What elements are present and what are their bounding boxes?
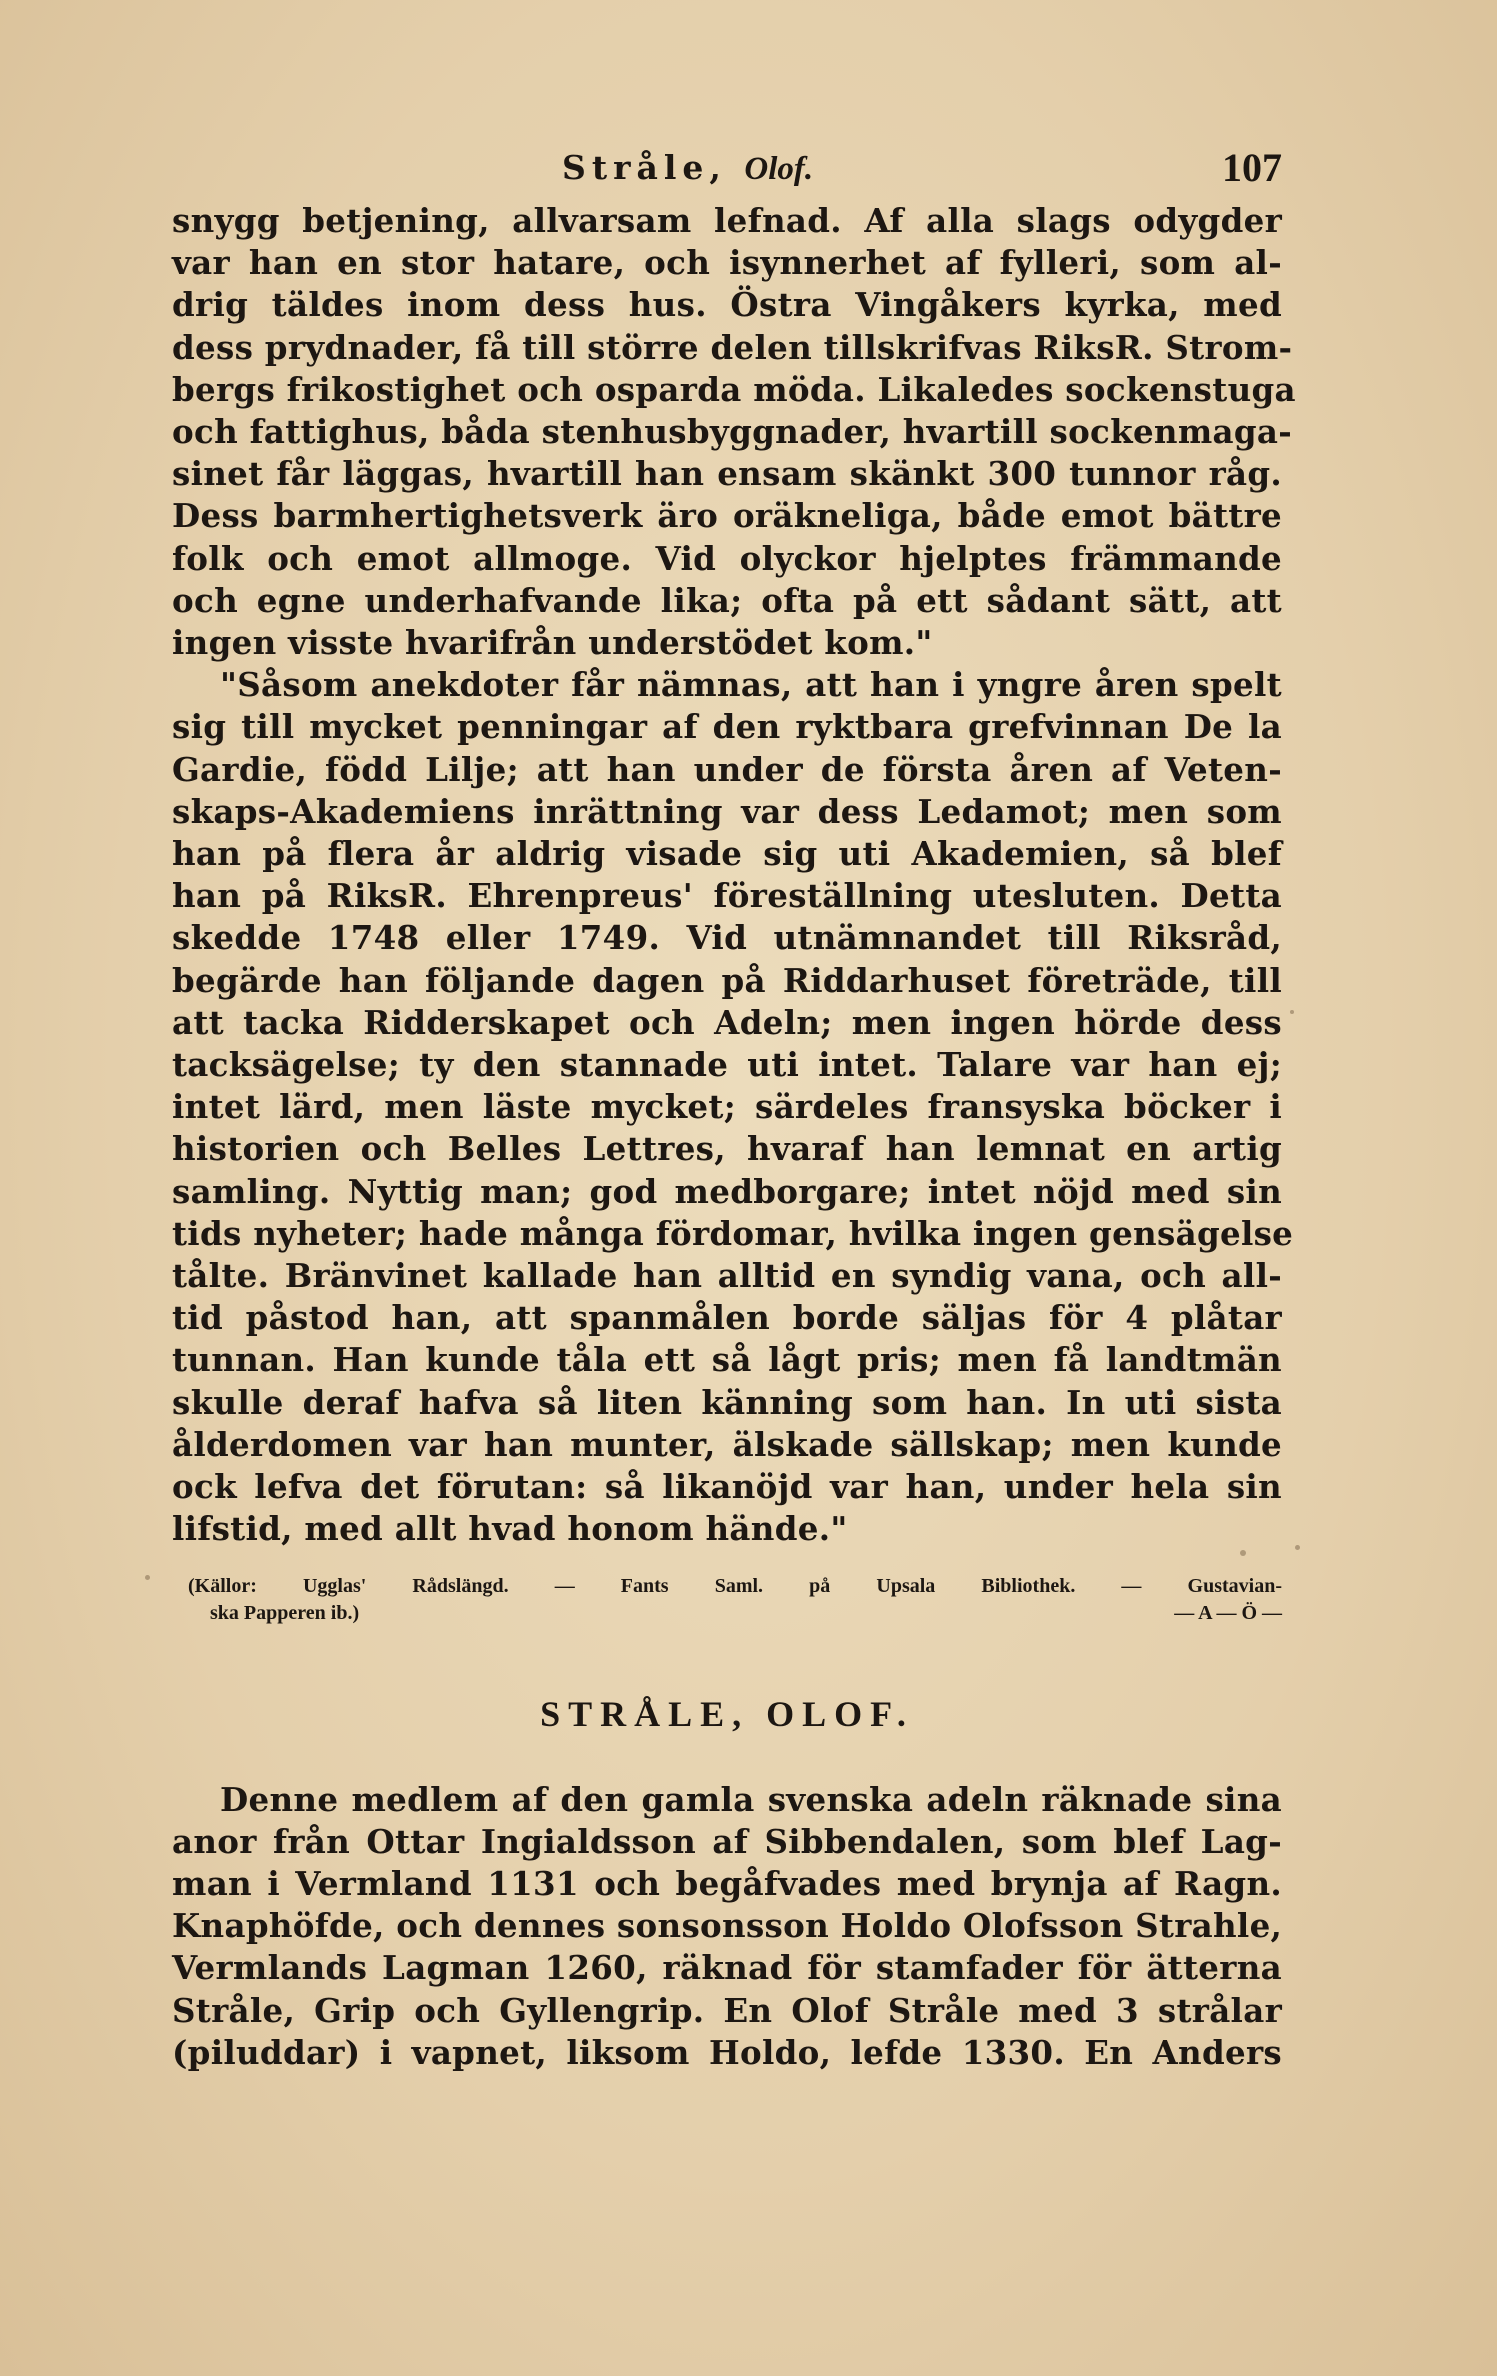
- paper-speck: [145, 1575, 150, 1580]
- text-line: (piluddar) i vapnet, liksom Holdo, lefde 1330. En Anders: [172, 2032, 1282, 2072]
- paragraph-new-entry: [172, 1779, 1282, 2074]
- text-line: Dess barmhertighetsverk äro oräkneliga, både emot bättre: [172, 496, 1282, 536]
- text-line: Gardie, född Lilje; att han under de första åren af Veten-: [172, 749, 1282, 789]
- running-head: [172, 130, 1282, 200]
- text-line: och fattighus, båda stenhusbyggnader, hvartill sockenmaga-: [172, 412, 1293, 452]
- text-line: "Såsom anekdoter får nämnas, att han i yngre åren spelt: [220, 665, 1282, 705]
- text-line: begärde han följande dagen på Riddarhuset företräde, till: [172, 960, 1282, 1000]
- sources-note: [172, 1573, 1282, 1627]
- text-line: tids nyheter; hade många fördomar, hvilka ingen gensägelse: [172, 1213, 1294, 1253]
- paragraph-continuation: [172, 200, 1296, 664]
- text-line: tacksägelse; ty den stannade uti intet. Talare var han ej;: [172, 1045, 1282, 1085]
- paragraph-anecdotes: [172, 664, 1294, 1550]
- running-head-name: Olof.: [744, 151, 814, 187]
- text-line: han på flera år aldrig visade sig uti Akademien, så blef: [172, 834, 1282, 874]
- paper-speck: [1295, 1545, 1300, 1550]
- text-line: skulle deraf hafva så liten känning som han. In uti sista: [172, 1382, 1282, 1422]
- sources-line: (Källor: Ugglas' Rådslängd. — Fants Saml. på Upsala Bibliothek. — Gustavian-: [188, 1574, 1282, 1597]
- sources-last-row: [172, 1600, 1282, 1627]
- text-line: ock lefva det förutan: så likanöjd var han, under hela sin: [172, 1467, 1282, 1507]
- text-line: Stråle, Grip och Gyllengrip. En Olof Stråle med 3 strålar: [172, 1990, 1282, 2030]
- running-head-caps: Stråle,: [562, 148, 727, 187]
- text-line: tålte. Bränvinet kallade han alltid en syndig vana, och all-: [172, 1256, 1282, 1296]
- text-line: man i Vermland 1131 och begåfvades med brynja af Ragn.: [172, 1863, 1282, 1903]
- running-head-title: [562, 148, 813, 188]
- text-line: skedde 1748 eller 1749. Vid utnämnandet till Riksråd,: [172, 918, 1282, 958]
- section-title: STRÅLE, OLOF.: [540, 1693, 914, 1734]
- paper-speck: [1290, 1010, 1294, 1014]
- text-line: samling. Nyttig man; god medborgare; intet nöjd med sin: [172, 1171, 1282, 1211]
- text-line: Denne medlem af den gamla svenska adeln räknade sina: [220, 1779, 1282, 1819]
- text-line: tunnan. Han kunde tåla ett så lågt pris; men få landtmän: [172, 1340, 1282, 1380]
- text-line: att tacka Ridderskapet och Adeln; men ingen hörde dess: [172, 1002, 1282, 1042]
- book-page: [172, 130, 1296, 2330]
- text-line: historien och Belles Lettres, hvaraf han lemnat en artig: [172, 1129, 1282, 1169]
- text-line: bergs frikostighet och osparda möda. Likaledes sockenstuga: [172, 369, 1296, 409]
- text-line: folk och emot allmoge. Vid olyckor hjelptes främmande: [172, 538, 1282, 578]
- text-line: ålderdomen var han munter, älskade sällskap; men kunde: [172, 1424, 1282, 1464]
- author-signature: — A — Ö —: [1174, 1601, 1282, 1624]
- page-number: 107: [1222, 145, 1282, 190]
- text-line: Vermlands Lagman 1260, räknad för stamfader för ätterna: [172, 1948, 1282, 1988]
- text-line: dess prydnader, få till större delen tillskrifvas RiksR. Strom-: [172, 327, 1293, 367]
- text-line: tid påstod han, att spanmålen borde säljas för 4 plåtar: [172, 1298, 1282, 1338]
- text-line: och egne underhafvande lika; ofta på ett sådant sätt, att: [172, 580, 1282, 620]
- text-line: drig täldes inom dess hus. Östra Vingåkers kyrka, med: [172, 285, 1282, 325]
- sources-line: ska Papperen ib.): [210, 1601, 360, 1624]
- text-line: sinet får läggas, hvartill han ensam skänkt 300 tunnor råg.: [172, 454, 1282, 494]
- text-line: lifstid, med allt hvad honom hände.": [172, 1509, 848, 1549]
- paper-speck: [1240, 1550, 1246, 1556]
- text-line: intet lärd, men läste mycket; särdeles fransyska böcker i: [172, 1087, 1282, 1127]
- text-line: Knaphöfde, och dennes sonsonsson Holdo Olofsson Strahle,: [172, 1906, 1283, 1946]
- text-line: ingen visste hvarifrån understödet kom.": [172, 623, 933, 663]
- text-line: skaps-Akademiens inrättning var dess Ledamot; men som: [172, 791, 1282, 831]
- text-line: var han en stor hatare, och isynnerhet af fylleri, som al-: [172, 243, 1282, 283]
- text-line: sig till mycket penningar af den ryktbara grefvinnan De la: [172, 707, 1282, 747]
- text-line: anor från Ottar Ingialdsson af Sibbendalen, som blef Lag-: [172, 1821, 1282, 1861]
- text-line: han på RiksR. Ehrenpreus' föreställning utesluten. Detta: [172, 876, 1282, 916]
- text-line: snygg betjening, allvarsam lefnad. Af alla slags odygder: [172, 201, 1282, 240]
